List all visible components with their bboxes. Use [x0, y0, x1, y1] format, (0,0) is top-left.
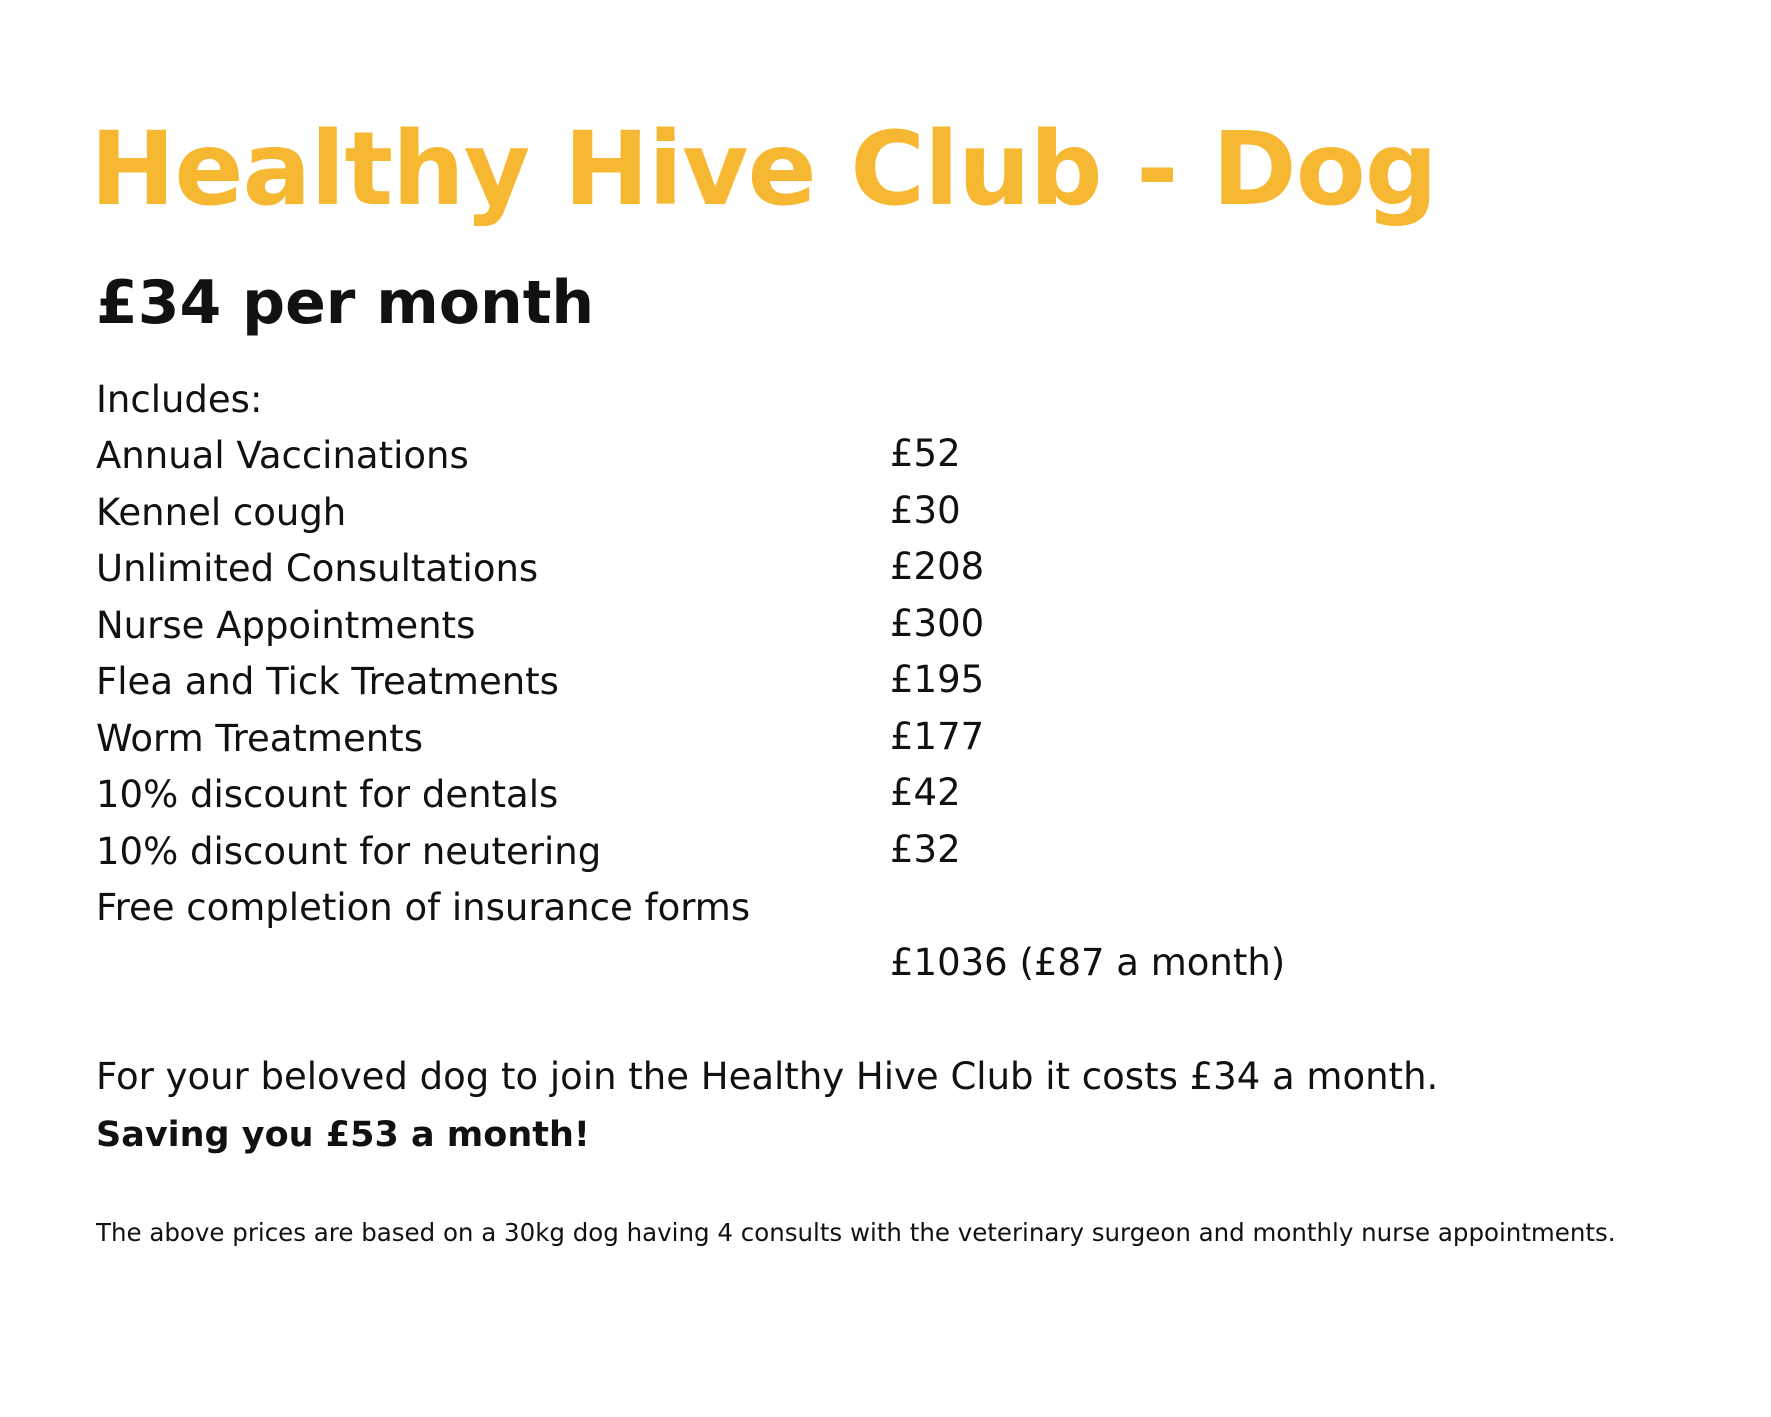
item-label: Worm Treatments	[96, 716, 423, 760]
item-label: Annual Vaccinations	[96, 434, 469, 477]
list-item	[96, 654, 1396, 711]
list-item	[96, 485, 1396, 542]
item-value: £32	[890, 827, 961, 871]
item-label: 10% discount for neutering	[96, 829, 602, 873]
includes-label: Includes:	[96, 378, 263, 421]
item-label: Free completion of insurance forms	[96, 886, 751, 929]
item-value: £208	[890, 545, 985, 588]
list-item	[96, 824, 1396, 881]
list-item	[96, 428, 1396, 485]
footnote-text: The above prices are based on a 30kg dog having 4 consults with the veterinary surgeon and monthly nurse appointments.	[96, 1218, 1616, 1247]
page-title: Healthy Hive Club - Dog	[90, 110, 1437, 229]
item-label: 10% discount for dentals	[96, 773, 559, 816]
item-value: £300	[890, 601, 985, 645]
included-items-list	[96, 428, 1396, 937]
monthly-price: £34 per month	[96, 268, 595, 338]
item-value: £195	[890, 658, 985, 701]
item-value: £177	[890, 714, 985, 758]
item-value: £52	[890, 432, 961, 475]
item-label: Unlimited Consultations	[96, 547, 539, 590]
item-value: £30	[890, 488, 961, 532]
list-item	[96, 711, 1396, 768]
item-value: £42	[890, 771, 961, 814]
total-value: £1036 (£87 a month)	[890, 941, 1286, 984]
list-item	[96, 880, 1396, 937]
item-label: Kennel cough	[96, 490, 347, 534]
saving-text: Saving you £53 a month!	[96, 1115, 590, 1155]
list-item	[96, 541, 1396, 598]
item-label: Flea and Tick Treatments	[96, 660, 559, 703]
summary-text: For your beloved dog to join the Healthy Hive Club it costs £34 a month.	[96, 1055, 1439, 1098]
item-label: Nurse Appointments	[96, 603, 476, 647]
list-item	[96, 767, 1396, 824]
list-item	[96, 598, 1396, 655]
